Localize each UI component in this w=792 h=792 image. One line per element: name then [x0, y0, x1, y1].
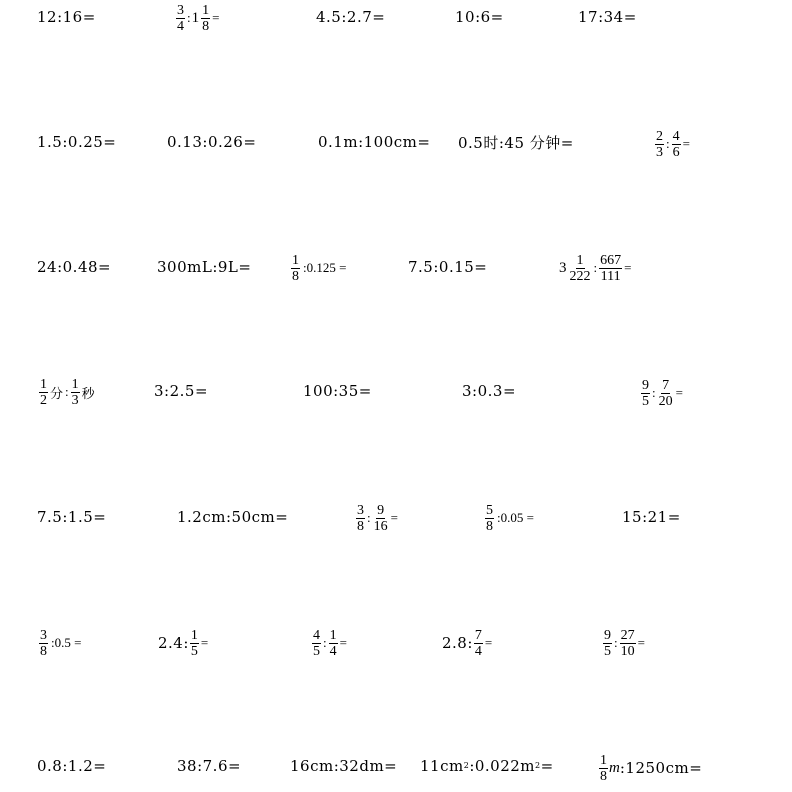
problem-r1-5: 17:34=: [578, 8, 637, 26]
problem-r3-2: 300mL:9L=: [157, 258, 252, 276]
fraction: 3 8: [40, 627, 47, 659]
problem-r4-1: 1 2 分 : 1 3 秒: [40, 376, 95, 408]
problem-r7-1: 0.8:1.2=: [37, 757, 107, 775]
problem-r7-4: 11cm 2 :0.022m 2 =: [420, 757, 554, 775]
problem-r2-5: 2 3 : $\frac{4}{6}$ =: [656, 128, 690, 160]
problem-r7-3: 16cm:32dm=: [290, 757, 398, 775]
problem-r3-5: 3 1 222 : $\frac{667}{111}$ =: [559, 252, 632, 284]
problem-r3-4: 7.5:0.15=: [408, 258, 488, 276]
fraction: 1 2: [40, 376, 47, 408]
problem-r1-4: 10:6=: [455, 8, 504, 26]
fraction: $\frac{1}{8}$: [202, 2, 210, 34]
problem-r6-5: 9 5 : $\frac{27}{10}$ =: [604, 627, 645, 659]
fraction: 3 4: [177, 2, 184, 34]
fraction: $\frac{7}{4}$: [474, 627, 482, 659]
problem-r3-1: 24:0.48=: [37, 258, 112, 276]
fraction: $\frac{667}{111}$: [600, 252, 622, 284]
problem-r1-1: 12:16=: [37, 8, 96, 26]
fraction: $\frac{9}{16}$: [373, 502, 388, 534]
problem-r6-4: 2.8: $\frac{7}{4}$ =: [442, 627, 493, 659]
problem-r7-2: 38:7.6=: [177, 757, 242, 775]
problem-r2-3: 0.1m:100cm=: [318, 133, 431, 151]
problem-r3-3: 1 8 :0.125 =: [292, 252, 347, 284]
fraction: 9 5: [642, 377, 649, 409]
problem-r6-2: 2.4: $\frac{1}{5}$ =: [158, 627, 209, 659]
problem-r5-5: 15:21=: [622, 508, 681, 526]
fraction: $\frac{27}{10}$: [620, 627, 635, 659]
problem-r1-3: 4.5:2.7=: [316, 8, 386, 26]
problem-r5-3: 3 8 : $\frac{9}{16}$ =: [357, 502, 398, 534]
fraction: 2 3: [656, 128, 663, 160]
fraction: 4 5: [313, 627, 320, 659]
fraction: $\frac{4}{6}$: [672, 128, 680, 160]
problem-r2-4: 0.5时:45 分钟=: [458, 133, 574, 152]
problem-r5-1: 7.5:1.5=: [37, 508, 107, 526]
problem-r4-4: 3:0.3=: [462, 382, 517, 400]
problem-r2-1: 1.5:0.25=: [37, 133, 117, 151]
problem-r5-4: 5 8 :0.05 =: [486, 502, 534, 534]
fraction: $\frac{1}{5}$: [190, 627, 198, 659]
fraction: 1 3: [71, 376, 79, 408]
problem-r5-2: 1.2cm:50cm=: [177, 508, 289, 526]
problem-r2-2: 0.13:0.26=: [167, 133, 257, 151]
fraction: $\frac{7}{20}$: [658, 377, 673, 409]
problem-r1-2: 3 4 : 1 $\frac{1}{8}$ =: [177, 2, 220, 34]
problem-r7-5: 1 8 m :1250cm=: [600, 752, 703, 784]
problem-r6-1: 3 8 :0.5 =: [40, 627, 82, 659]
problem-r4-5: 9 5 : $\frac{7}{20}$ =: [642, 377, 683, 409]
fraction: 5 8: [486, 502, 493, 534]
fraction: 9 5: [604, 627, 611, 659]
problem-r4-2: 3:2.5=: [154, 382, 209, 400]
fraction: 3 8: [357, 502, 364, 534]
problem-r4-3: 100:35=: [303, 382, 372, 400]
fraction: 1 8: [600, 752, 607, 784]
problem-r6-3: 4 5 : $\frac{1}{4}$ =: [313, 627, 347, 659]
fraction: 1 8: [292, 252, 299, 284]
fraction: 1 222: [569, 252, 591, 284]
fraction: $\frac{1}{4}$: [329, 627, 337, 659]
